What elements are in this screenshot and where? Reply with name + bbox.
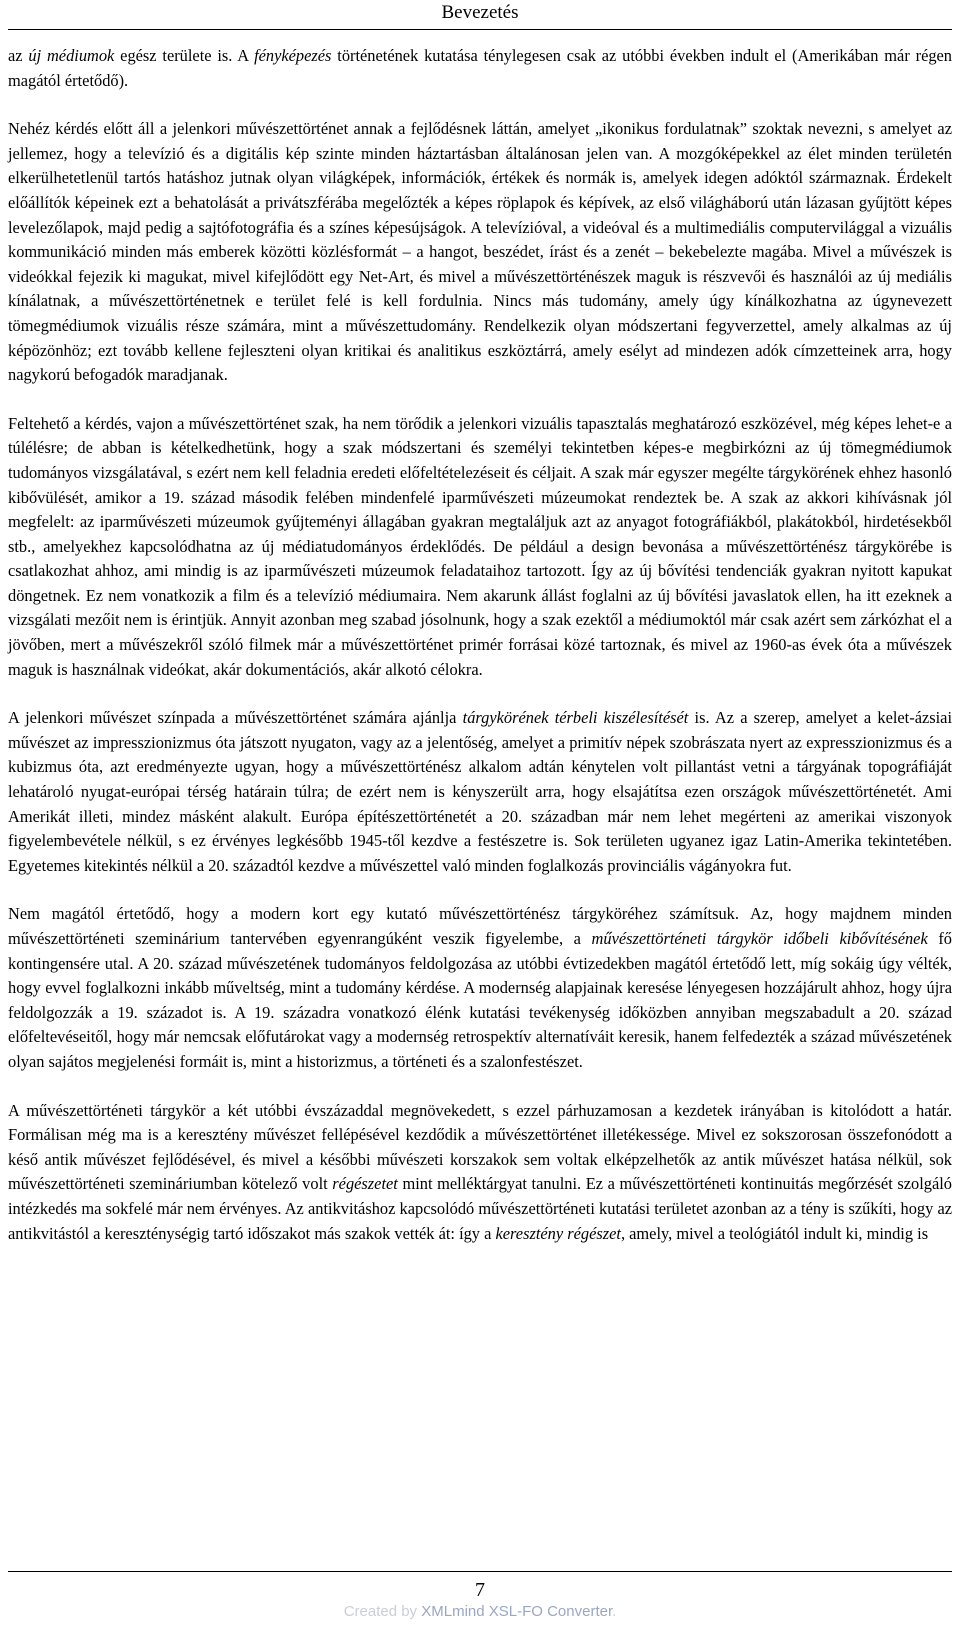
emphasis: régészetet: [332, 1174, 398, 1194]
paragraph: [8, 44, 952, 93]
paragraph-text: Feltehető a kérdés, vajon a művészettörténet szak, ha nem törődik a jelenkori vizuális tapasztalás meghatározó eszközével, még képes lehet-e a túlélésre; de abban is kételkedhetünk, hogy a szak módszertani és személyi tekintetben képes-e megbirkózni az új tömegmédiumok tudományos vizsgálatával, s ezért nem kell feladnia eredeti előfeltételezéseit és céljait. A szak már egyszer megélte tárgykörének ehhez hasonló kibővülését, amikor a 19. század második felében mindenfelé iparművészeti múzeumokat rendeztek be. A szak az akkori kihívásnak jól megfelelt: az iparművészeti múzeumok gyűjteményi állagában gyakran megtaláljuk azt az anyagot fotográfiákból, plakátokból, hirdetésekből stb., amelyekhez kapcsolódhatna az új médiatudományos érdeklődés. De például a design bevonása a művészettörténész tárgykörébe is csatlakozhat ahhoz, ami mindig is az iparművészeti múzeumok feladataihoz tartozott. Így az új bővítési tendenciák gyakran nyitott kapukat döngetnek. Ez nem vonatkozik a film és a televízió médiumaira. Nem akarunk állást foglalni az új bővítési javaslatok ellen, ha itt ezeknek a vizsgálati mezőit nem is érintjük. Annyit azonban meg szabad jósolnunk, hogy a szak ezektől a médiumoktól már csak azért sem zárkózhat el a jövőben, mert a művészekről szóló filmek már a művészettörténet primér forrásai közé tartoznak, és mivel az 1960-as évek óta a művészek maguk is használnak videókat, akár dokumentációs, akár alkotó célokra.: [8, 413, 952, 679]
paragraph-text: mint melléktárgyat tanulni. Ez a művészettörténeti kontinuitás megőrzését szolgáló intézkedés ma sokfelé már nem érvényes. Az antikvitáshoz kapcsolódó művészettörténeti kutatási területet azonban az a tény is szűkíti, hogy az antikvitástól a kereszténységig tartó időszakot más szakok vették át: így a: [8, 1174, 952, 1243]
page-number: 7: [475, 1579, 485, 1601]
emphasis: tárgykörének térbeli kiszélesítését: [462, 708, 689, 728]
paragraph-text: A művészettörténeti tárgykör a két utóbbi évszázaddal megnövekedett, s ezzel párhuzamosan a kezdetek irányában is kitolódott a határ. Formálisan még ma is a keresztény művészet fellépésével kezdődik a művészettörténet illetékessége. Mivel ez sokszorosan összefonódott a késő antik művészet fejlődésével, és mivel a későbbi művészeti korszakok sem voltak elképzelhetők az antik művészet hatása nélkül, sok művészettörténeti szemináriumban kötelező volt: [8, 1100, 952, 1194]
paragraph-text: , amely, mivel a teológiától indult ki, mindig is: [620, 1223, 929, 1243]
paragraph: [8, 117, 952, 388]
paragraph-text: Nehéz kérdés előtt áll a jelenkori művészettörténet annak a fejlődésnek láttán, amelyet „ikonikus fordulatnak” szoktak nevezni, s amelyet az jellemez, hogy a televízió és a digitális kép szinte minden háztartásban általánosan jelen van. A mozgóképekkel az élet minden területén elkerülhetetlenül tartós hatáshoz jutnak olyan világképek, információk, értékek és normák is, amelyek idegen adóktól származnak. Érdekelt előállítók képeinek ezt a behatolását a privátszférába megelőzték a képes röplapok és képívek, az első világháború után lázasan gyűjtött képes levelezőlapok, majd pedig a sajtófotográfia és a színes képesújságok. A televízióval, a videóval és a multimediális computervilággal a vizuális kommunikáció minden más emberek közötti közlésformát – a hangot, beszédet, írást és a zenét – bekebelezte magába. Mivel a művészek is videókkal fejezik ki magukat, mivel kifejlődött egy Net-Art, és mivel a művészettörténészek maguk is részvevői és használói az új mediális kínálatnak, a művészettörténetnek e terület felé is kell fordulnia. Nincs más tudomány, amely úgy kínálkozhatna az úgynevezett tömegmédiumok vizuális része számára, mint a művészettudomány. Rendelkezik olyan módszertani fegyverzettel, amely alkalmas az új képözönhöz; ezt tovább kellene fejleszteni olyan kritikai és analitikus eszköztárrá, amely esélyt ad mindezen adók címzetteinek arra, hogy nagykorú befogadók maradjanak.: [8, 119, 952, 385]
paragraph: [8, 412, 952, 683]
header-rule: [8, 29, 952, 30]
emphasis: művészettörténeti tárgykör időbeli kibővítésének: [591, 929, 928, 948]
paragraph-text: fő kontingensére utal. A 20. század művészetének tudományos feldolgozása az utóbbi évtizedekben magától értetődő lett, míg sokáig úgy vélték, hogy evvel foglalkozni inkább műveltség, mint a tudomány kérdése. A modernség alapjainak keresése lényegesen hozzájárult ahhoz, hogy újra feldolgozzák a 19. századot is. A 19. századra vonatkozó élénk kutatási tevékenység időközben annyiban megszabadult a 20. század előfeltevéseitől, hogy már nemcsak előfutárokat vagy a modernség retrospektív alternatíváit keresik, hanem felfedezték a század művészetének olyan sajátos megjelenési formáit is, mint a historizmus, a történeti és a szalonfestészet.: [8, 929, 952, 1071]
paragraph: [8, 706, 952, 878]
emphasis: új médiumok: [28, 46, 115, 65]
creator-suffix: .: [612, 1603, 617, 1620]
emphasis: fényképezés: [254, 46, 332, 65]
emphasis: keresztény régészet: [495, 1223, 621, 1243]
creator-prefix: Created by: [343, 1603, 422, 1620]
paragraph-text: az: [8, 46, 29, 65]
document-body: [8, 44, 952, 1270]
paragraph: [8, 1099, 952, 1247]
header-title: Bevezetés: [441, 2, 519, 23]
creator-tool: XMLmind XSL-FO Converter: [421, 1603, 613, 1620]
running-header: [0, 0, 960, 28]
creator-watermark: [0, 1602, 960, 1622]
paragraph-text: történetének kutatása ténylegesen csak az utóbbi években indult el (Amerikában már régen magától értetődő).: [8, 46, 953, 90]
paragraph-text: Nem magától értetődő, hogy a modern kort egy kutató művészettörténész tárgyköréhez számítsuk. Az, hogy majdnem minden művészettörténeti szeminárium tantervében egyenrangúként veszik figyelembe, a: [8, 904, 952, 948]
paragraph-text: is. Az a szerep, amelyet a kelet-ázsiai művészet az impresszionizmus óta játszott nyugaton, vagy az a jelentőség, amelyet a primitív népek szobrászata nyert az expresszionizmus és a kubizmus óta, azt eredményezte ugyan, hogy a művészettörténész alkalom adtán kénytelen volt pillantást vetni a tárgyának topográfiáját lehatároló nyugat-európai térség határain túlra; de ezért nem is kényszerült arra, hogy elsajátítsa ezen országok művészettörténetét. Ami Amerikát illeti, mindez másként alakult. Európa építészettörténetét a 20. században már nem lehet megérteni az amerikai viszonyok figyelembevétele nélkül, s ez érvényes legkésőbb 1945-től kezdve a festészetre is. Sok területen ugyanez igaz Latin-Amerika tekintetében. Egyetemes kitekintés nélkül a 20. századtól kezdve a művészettel való minden foglalkozás provinciális vágányokra fut.: [8, 708, 953, 875]
paragraph-text: A jelenkori művészet színpada a művészettörténet számára ajánlja: [8, 708, 463, 728]
footer-rule: [8, 1571, 952, 1572]
paragraph-text: egész területe is. A: [114, 46, 255, 65]
paragraph: [8, 902, 952, 1074]
